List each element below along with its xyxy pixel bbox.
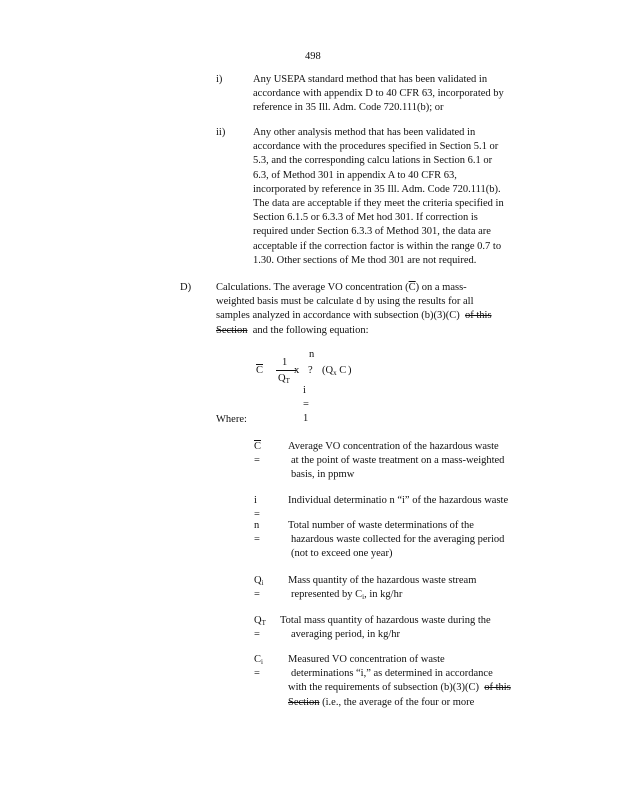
struck-text: of this bbox=[484, 682, 511, 694]
definition-text bbox=[288, 440, 538, 483]
equals-sign: = bbox=[254, 509, 260, 521]
definition-text: Individual determinatio n “i” of the hazardous waste bbox=[288, 495, 509, 506]
text-line bbox=[288, 588, 538, 602]
item-text bbox=[253, 73, 541, 116]
text-line: Any USEPA standard method that has been validated in bbox=[253, 74, 488, 85]
text-line: 5.3, and the corresponding calcu lations in Section 6.1 or bbox=[253, 155, 493, 167]
definition-symbol bbox=[254, 519, 260, 547]
section-d-text bbox=[216, 281, 516, 338]
equals-sign: = bbox=[254, 455, 260, 467]
text-line: Mass quantity of the hazardous waste stream bbox=[288, 575, 477, 586]
c-bar-symbol: $\overline{C}$ bbox=[408, 282, 416, 293]
equals-sign: = bbox=[254, 589, 260, 601]
text-run: i bbox=[254, 495, 257, 506]
text-line: The data are acceptable if they meet the criteria specified in bbox=[253, 198, 504, 210]
fraction-denominator bbox=[278, 372, 290, 386]
equals-sign: = bbox=[254, 629, 260, 641]
text-run: Q bbox=[254, 575, 262, 586]
text-line: 1.30. Other sections of Me thod 301 are not required. bbox=[253, 254, 477, 266]
text-line bbox=[288, 696, 548, 710]
text-line: Measured VO concentration of waste bbox=[288, 654, 445, 665]
text-line: acceptable if the correction factor is within the range 0.7 to bbox=[253, 240, 502, 252]
item-text bbox=[253, 126, 543, 268]
text-line: required under Section 6.3.3 of Method 301, the data are bbox=[253, 226, 491, 238]
text-run: Q bbox=[254, 615, 262, 626]
subscript: i bbox=[261, 658, 263, 666]
text-line: incorporated by reference in 35 Ill. Adm. Code 720.111(b). bbox=[253, 183, 501, 195]
text-run: samples analyzed in accordance with subsection (b)(3)(C) bbox=[216, 310, 460, 322]
equation-lhs: $\overline{C}$ bbox=[256, 365, 264, 376]
text-line: basis, in ppmw bbox=[291, 469, 355, 481]
text-line: at the point of waste treatment on a mass-weighted bbox=[291, 455, 505, 467]
text-line bbox=[288, 681, 548, 695]
text-line: 6.3, of Method 301 in appendix A to 40 CFR 63, bbox=[253, 169, 457, 181]
page-number: 498 bbox=[305, 51, 321, 62]
text-run: ) on a mass- bbox=[415, 282, 467, 293]
text-line: averaging period, in kg/hr bbox=[291, 629, 401, 641]
text-run: (Q bbox=[322, 365, 334, 376]
item-marker: ii) bbox=[216, 127, 226, 138]
subscript: T bbox=[285, 377, 290, 385]
equals-sign: = bbox=[254, 668, 260, 680]
text-line bbox=[216, 309, 516, 323]
times-symbol: x bbox=[294, 365, 300, 376]
where-label: Where: bbox=[216, 414, 247, 425]
definition-symbol bbox=[254, 440, 261, 468]
text-run: Calculations. The average VO concentration ( bbox=[216, 282, 409, 293]
text-line: Average VO concentration of the hazardous waste bbox=[288, 441, 499, 452]
text-line: weighted basis must be calculate d by using the results for all bbox=[216, 296, 474, 308]
definition-symbol bbox=[254, 653, 263, 681]
text-run: (i.e., the average of the four or more bbox=[322, 696, 475, 708]
section-marker: D) bbox=[180, 282, 192, 293]
definition-symbol bbox=[254, 614, 266, 642]
sum-lower-limit: i = 1 bbox=[303, 385, 309, 425]
text-line bbox=[216, 281, 516, 295]
text-run: represented by C bbox=[291, 589, 363, 601]
subscript: x bbox=[333, 369, 337, 377]
text-line: accordance with appendix D to 40 CFR 63, incorporated by bbox=[253, 88, 504, 100]
text-line: accordance with the procedures specified in Section 5.1 or bbox=[253, 141, 499, 153]
text-line bbox=[216, 324, 516, 338]
text-line: Any other analysis method that has been validated in bbox=[253, 127, 476, 138]
text-run: n bbox=[254, 520, 260, 531]
item-marker: i) bbox=[216, 74, 223, 85]
definition-text bbox=[288, 519, 538, 562]
text-line: Section 6.1.5 or 6.3.3 of Met hod 301. If correction is bbox=[253, 212, 478, 224]
definition-text bbox=[288, 653, 548, 710]
text-line: reference in 35 Ill. Adm. Code 720.111(b); or bbox=[253, 102, 444, 114]
sum-term bbox=[322, 364, 351, 378]
fraction-numerator: 1 bbox=[282, 357, 288, 368]
text-run: , in kg/hr bbox=[364, 589, 403, 601]
equals-sign: = bbox=[254, 534, 260, 546]
subscript: i bbox=[362, 593, 365, 602]
sigma-symbol: ? bbox=[308, 365, 313, 376]
text-line: (not to exceed one year) bbox=[291, 548, 393, 560]
sum-upper-limit: n bbox=[309, 349, 315, 360]
text-run: and the following equation: bbox=[252, 324, 369, 336]
fraction-bar bbox=[276, 370, 296, 371]
definition-symbol bbox=[254, 574, 264, 602]
text-run: C bbox=[254, 654, 262, 665]
text-run: ) bbox=[347, 365, 352, 376]
text-line: Total mass quantity of hazardous waste during the bbox=[280, 615, 491, 626]
text-run: C bbox=[339, 365, 347, 376]
text-line: Total number of waste determinations of the bbox=[288, 520, 474, 531]
text-line: determinations “i,” as determined in accordance bbox=[291, 668, 493, 680]
subscript: T bbox=[261, 619, 266, 627]
definition-text bbox=[288, 574, 538, 602]
struck-text: Section bbox=[288, 696, 320, 708]
struck-text: Section bbox=[216, 324, 248, 336]
c-bar-symbol: $\overline{C}$ bbox=[254, 441, 262, 452]
text-line: hazardous waste collected for the averaging period bbox=[291, 534, 505, 546]
struck-text: of this bbox=[465, 310, 492, 322]
text-run: Q bbox=[278, 373, 286, 384]
text-run: with the requirements of subsection (b)(3)(C) bbox=[288, 682, 479, 694]
subscript: i bbox=[261, 579, 264, 587]
definition-text bbox=[280, 614, 542, 642]
